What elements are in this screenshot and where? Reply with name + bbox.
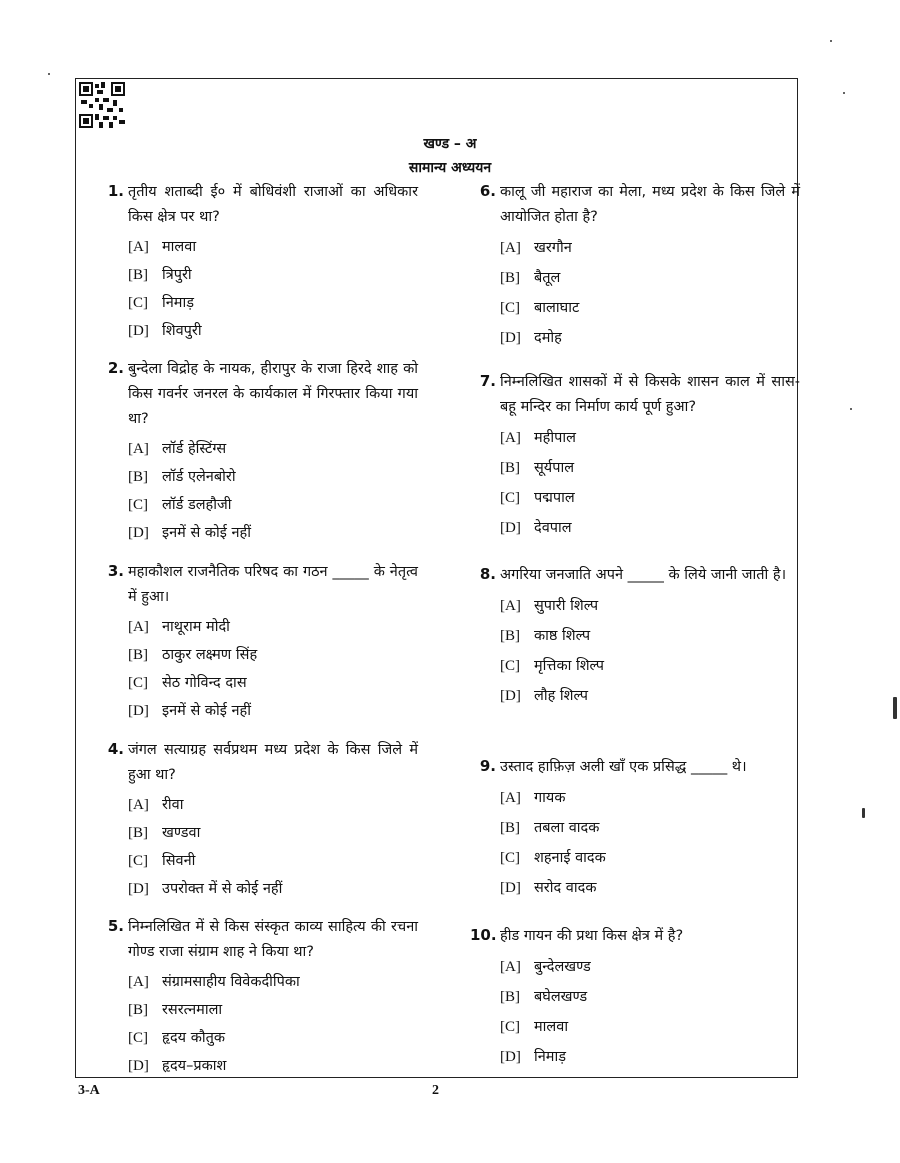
question-5 (98, 915, 418, 1080)
option-list (500, 591, 800, 711)
question-number: 2. (107, 359, 124, 377)
option-a: [A] गायक (500, 790, 566, 806)
option-d: [D] शिवपुरी (128, 323, 202, 339)
option-d: [D] सरोद वादक (500, 880, 597, 896)
option-d: [D] हृदय–प्रकाश (128, 1058, 227, 1074)
question-10 (470, 924, 800, 1072)
question-text: बुन्देला विद्रोह के नायक, हीरापुर के राजा हिरदे शाह को किस गवर्नर जनरल के कार्यकाल में गिरफ्तार किया गया था? (128, 361, 418, 427)
scan-speck (850, 408, 852, 410)
option-a: [A] नाथूराम मोदी (128, 619, 230, 635)
question-number: 5. (107, 917, 124, 935)
question-text: हीड गायन की प्रथा किस क्षेत्र में है? (500, 928, 684, 944)
question-1 (98, 180, 418, 345)
option-list (500, 952, 800, 1072)
option-list (500, 783, 800, 903)
question-text: जंगल सत्याग्रह सर्वप्रथम मध्य प्रदेश के किस जिले में हुआ था? (128, 742, 418, 783)
scan-speck (843, 92, 845, 94)
option-a: [A] रीवा (128, 797, 184, 813)
option-c: [C] लॉर्ड डलहौजी (128, 497, 232, 513)
question-4 (98, 738, 418, 903)
option-d: [D] दमोह (500, 330, 562, 346)
option-a: [A] मालवा (128, 239, 197, 255)
question-number: 3. (107, 562, 124, 580)
option-d: [D] देवपाल (500, 520, 572, 536)
option-b: [B] बैतूल (500, 270, 561, 286)
question-number: 6. (479, 182, 496, 200)
qr-code-icon (79, 82, 125, 128)
question-7 (470, 370, 800, 543)
option-d: [D] इनमें से कोई नहीं (128, 703, 251, 719)
page-number: 2 (432, 1083, 439, 1098)
option-a: [A] खरगौन (500, 240, 572, 256)
section-title: खण्ड – अ (423, 136, 477, 152)
option-a: [A] संग्रामसाहीय विवेकदीपिका (128, 974, 300, 990)
booklet-code: 3-A (78, 1083, 100, 1098)
option-b: [B] त्रिपुरी (128, 267, 192, 283)
option-b: [B] रसरत्नमाला (128, 1002, 223, 1018)
option-c: [C] पद्मपाल (500, 490, 575, 506)
option-b: [B] काष्ठ शिल्प (500, 628, 591, 644)
question-text: महाकौशल राजनैतिक परिषद का गठन _____ के नेतृत्व में हुआ। (128, 564, 418, 605)
option-list (500, 423, 800, 543)
subject-title: सामान्य अध्ययन (408, 160, 492, 176)
scan-speck (862, 808, 865, 818)
option-c: [C] निमाड़ (128, 295, 194, 311)
option-c: [C] सिवनी (128, 853, 196, 869)
option-d: [D] उपरोक्त में से कोई नहीं (128, 881, 283, 897)
option-b: [B] खण्डवा (128, 825, 201, 841)
question-number: 4. (107, 740, 124, 758)
question-number: 7. (479, 372, 496, 390)
option-a: [A] महीपाल (500, 430, 576, 446)
option-list (500, 233, 800, 353)
question-3 (98, 560, 418, 725)
question-text: निम्नलिखित में से किस संस्कृत काव्य साहित्य की रचना गोण्ड राजा संग्राम शाह ने किया था? (128, 919, 418, 960)
question-text: निम्नलिखित शासकों में से किसके शासन काल में सास-बहू मन्दिर का निर्माण कार्य पूर्ण हुआ? (500, 374, 800, 415)
option-list (128, 791, 418, 903)
question-6 (470, 180, 800, 353)
question-text: उस्ताद हाफ़िज़ अली खाँ एक प्रसिद्ध _____ थे। (500, 759, 747, 775)
question-number: 9. (479, 757, 496, 775)
option-b: [B] लॉर्ड एलेनबोरो (128, 469, 236, 485)
option-c: [C] सेठ गोविन्द दास (128, 675, 247, 691)
option-list (128, 435, 418, 547)
option-b: [B] तबला वादक (500, 820, 600, 836)
question-text: अगरिया जनजाति अपने _____ के लिये जानी जाती है। (500, 567, 787, 583)
option-list (128, 233, 418, 345)
scan-speck (893, 697, 897, 719)
question-number: 8. (479, 565, 496, 583)
option-d: [D] लौह शिल्प (500, 688, 588, 704)
question-9 (470, 755, 800, 903)
scan-speck (48, 73, 50, 75)
question-8 (470, 563, 800, 711)
option-a: [A] सुपारी शिल्प (500, 598, 599, 614)
option-d: [D] निमाड़ (500, 1049, 566, 1065)
option-a: [A] बुन्देलखण्ड (500, 959, 591, 975)
question-2 (98, 357, 418, 547)
option-d: [D] इनमें से कोई नहीं (128, 525, 251, 541)
question-number: 1. (107, 182, 124, 200)
question-text: कालू जी महाराज का मेला, मध्य प्रदेश के किस जिले में आयोजित होता है? (500, 184, 800, 225)
option-c: [C] हृदय कौतुक (128, 1030, 225, 1046)
option-a: [A] लॉर्ड हेस्टिंग्स (128, 441, 227, 457)
option-c: [C] शहनाई वादक (500, 850, 606, 866)
option-b: [B] ठाकुर लक्ष्मण सिंह (128, 647, 258, 663)
scan-speck (830, 40, 832, 42)
option-c: [C] मृत्तिका शिल्प (500, 658, 605, 674)
question-number: 10. (470, 926, 497, 944)
question-text: तृतीय शताब्दी ई० में बोधिवंशी राजाओं का अधिकार किस क्षेत्र पर था? (128, 184, 418, 225)
option-b: [B] बघेलखण्ड (500, 989, 588, 1005)
option-c: [C] मालवा (500, 1019, 569, 1035)
option-list (128, 968, 418, 1080)
option-c: [C] बालाघाट (500, 300, 580, 316)
option-b: [B] सूर्यपाल (500, 460, 575, 476)
option-list (128, 613, 418, 725)
